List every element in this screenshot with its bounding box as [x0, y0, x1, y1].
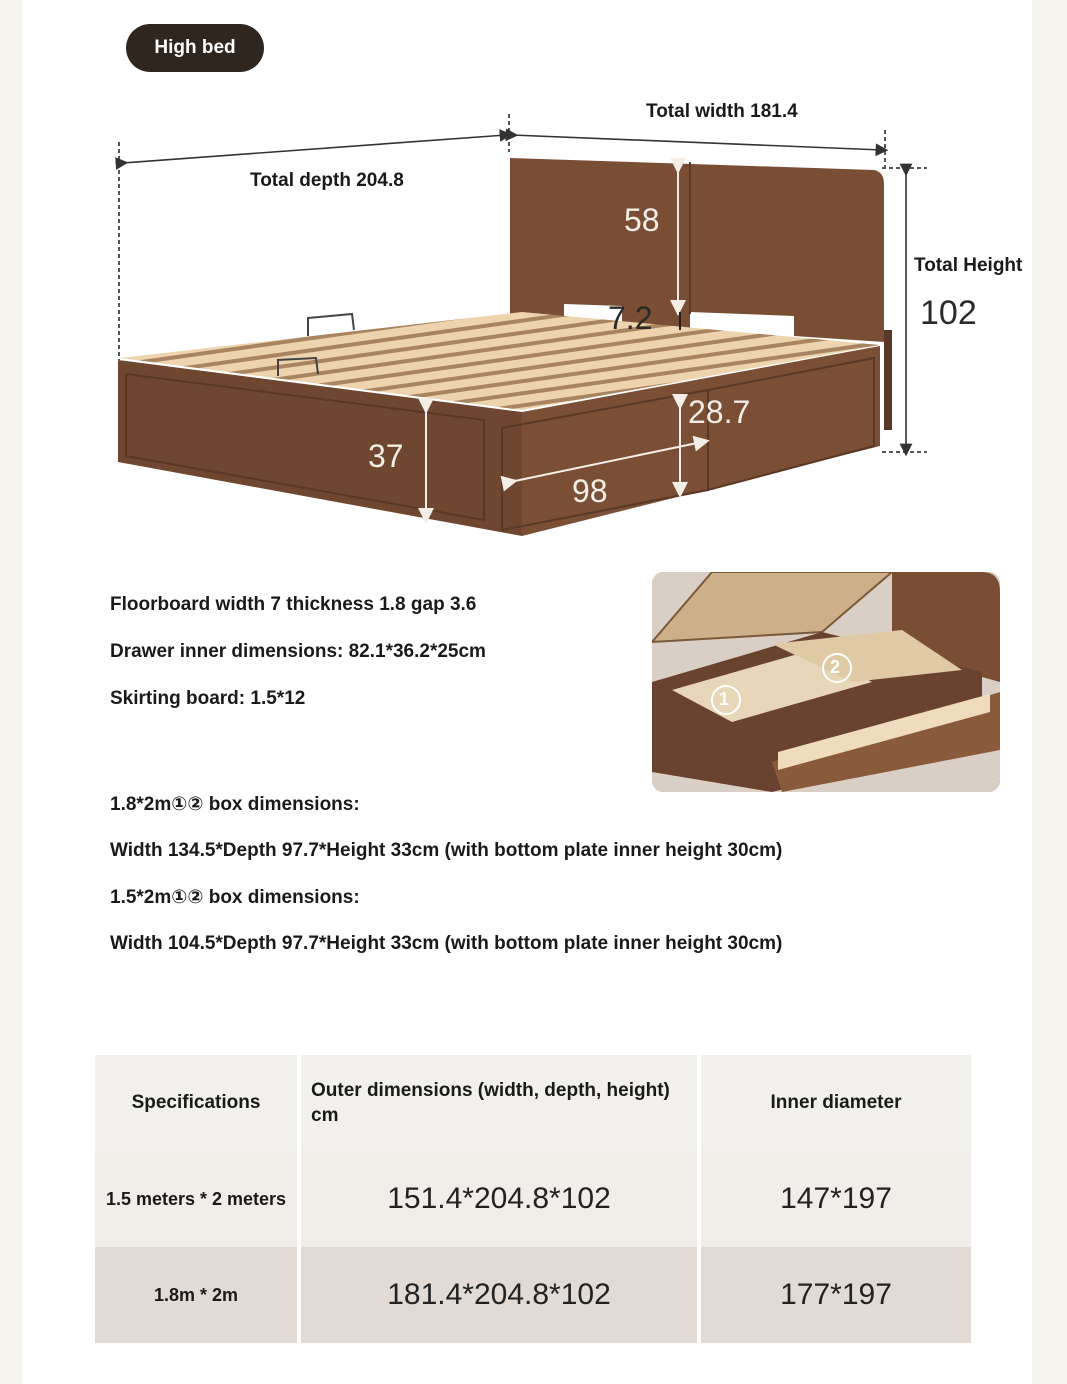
floorboard-spec: Floorboard width 7 thickness 1.8 gap 3.6 — [110, 594, 477, 615]
bed-illustration — [22, 90, 1032, 560]
cell-outer-dimensions: 151.4*204.8*102 — [301, 1151, 701, 1247]
drawer-height-value: 28.7 — [688, 394, 751, 430]
product-spec-page — [22, 0, 1032, 1384]
skirting-board-spec: Skirting board: 1.5*12 — [110, 688, 306, 709]
bed-dimension-diagram — [22, 90, 1032, 560]
table-row — [95, 1247, 971, 1343]
high-bed-badge — [126, 24, 264, 72]
total-width-label: Total width 181.4 — [646, 101, 798, 122]
box-dimensions-title-18: 1.8*2m①② box dimensions: — [110, 794, 360, 815]
box-dimensions-detail-15: Width 104.5*Depth 97.7*Height 33cm (with bottom plate inner height 30cm) — [110, 933, 783, 954]
side-height-value: 37 — [368, 438, 404, 474]
total-depth-label: Total depth 204.8 — [250, 170, 404, 191]
headboard-gap-value: 7.2 — [608, 300, 653, 336]
header-specifications: Specifications — [95, 1055, 301, 1151]
specifications-table — [95, 1055, 971, 1343]
badge-label: High bed — [154, 37, 236, 58]
storage-photo — [652, 572, 1000, 792]
table-header-row — [95, 1055, 971, 1151]
open-storage-illustration — [652, 572, 1000, 792]
header-outer-dimensions: Outer dimensions (width, depth, height) cm — [301, 1055, 701, 1151]
total-height-label: Total Height — [914, 255, 1023, 276]
cell-spec: 1.8m * 2m — [95, 1247, 301, 1343]
drawer-width-value: 98 — [572, 473, 608, 509]
table-row — [95, 1151, 971, 1247]
storage-marker-2: 2 — [830, 657, 841, 677]
cell-outer-dimensions: 181.4*204.8*102 — [301, 1247, 701, 1343]
cell-inner-diameter: 177*197 — [701, 1247, 971, 1343]
drawer-inner-spec: Drawer inner dimensions: 82.1*36.2*25cm — [110, 641, 486, 662]
total-height-value: 102 — [920, 294, 977, 332]
box-dimensions-detail-18: Width 134.5*Depth 97.7*Height 33cm (with bottom plate inner height 30cm) — [110, 840, 783, 861]
cell-inner-diameter: 147*197 — [701, 1151, 971, 1247]
box-dimensions-title-15: 1.5*2m①② box dimensions: — [110, 887, 360, 908]
headboard-height-value: 58 — [624, 202, 660, 238]
storage-marker-1: 1 — [719, 689, 730, 709]
header-inner-diameter: Inner diameter — [701, 1055, 971, 1151]
cell-spec: 1.5 meters * 2 meters — [95, 1151, 301, 1247]
